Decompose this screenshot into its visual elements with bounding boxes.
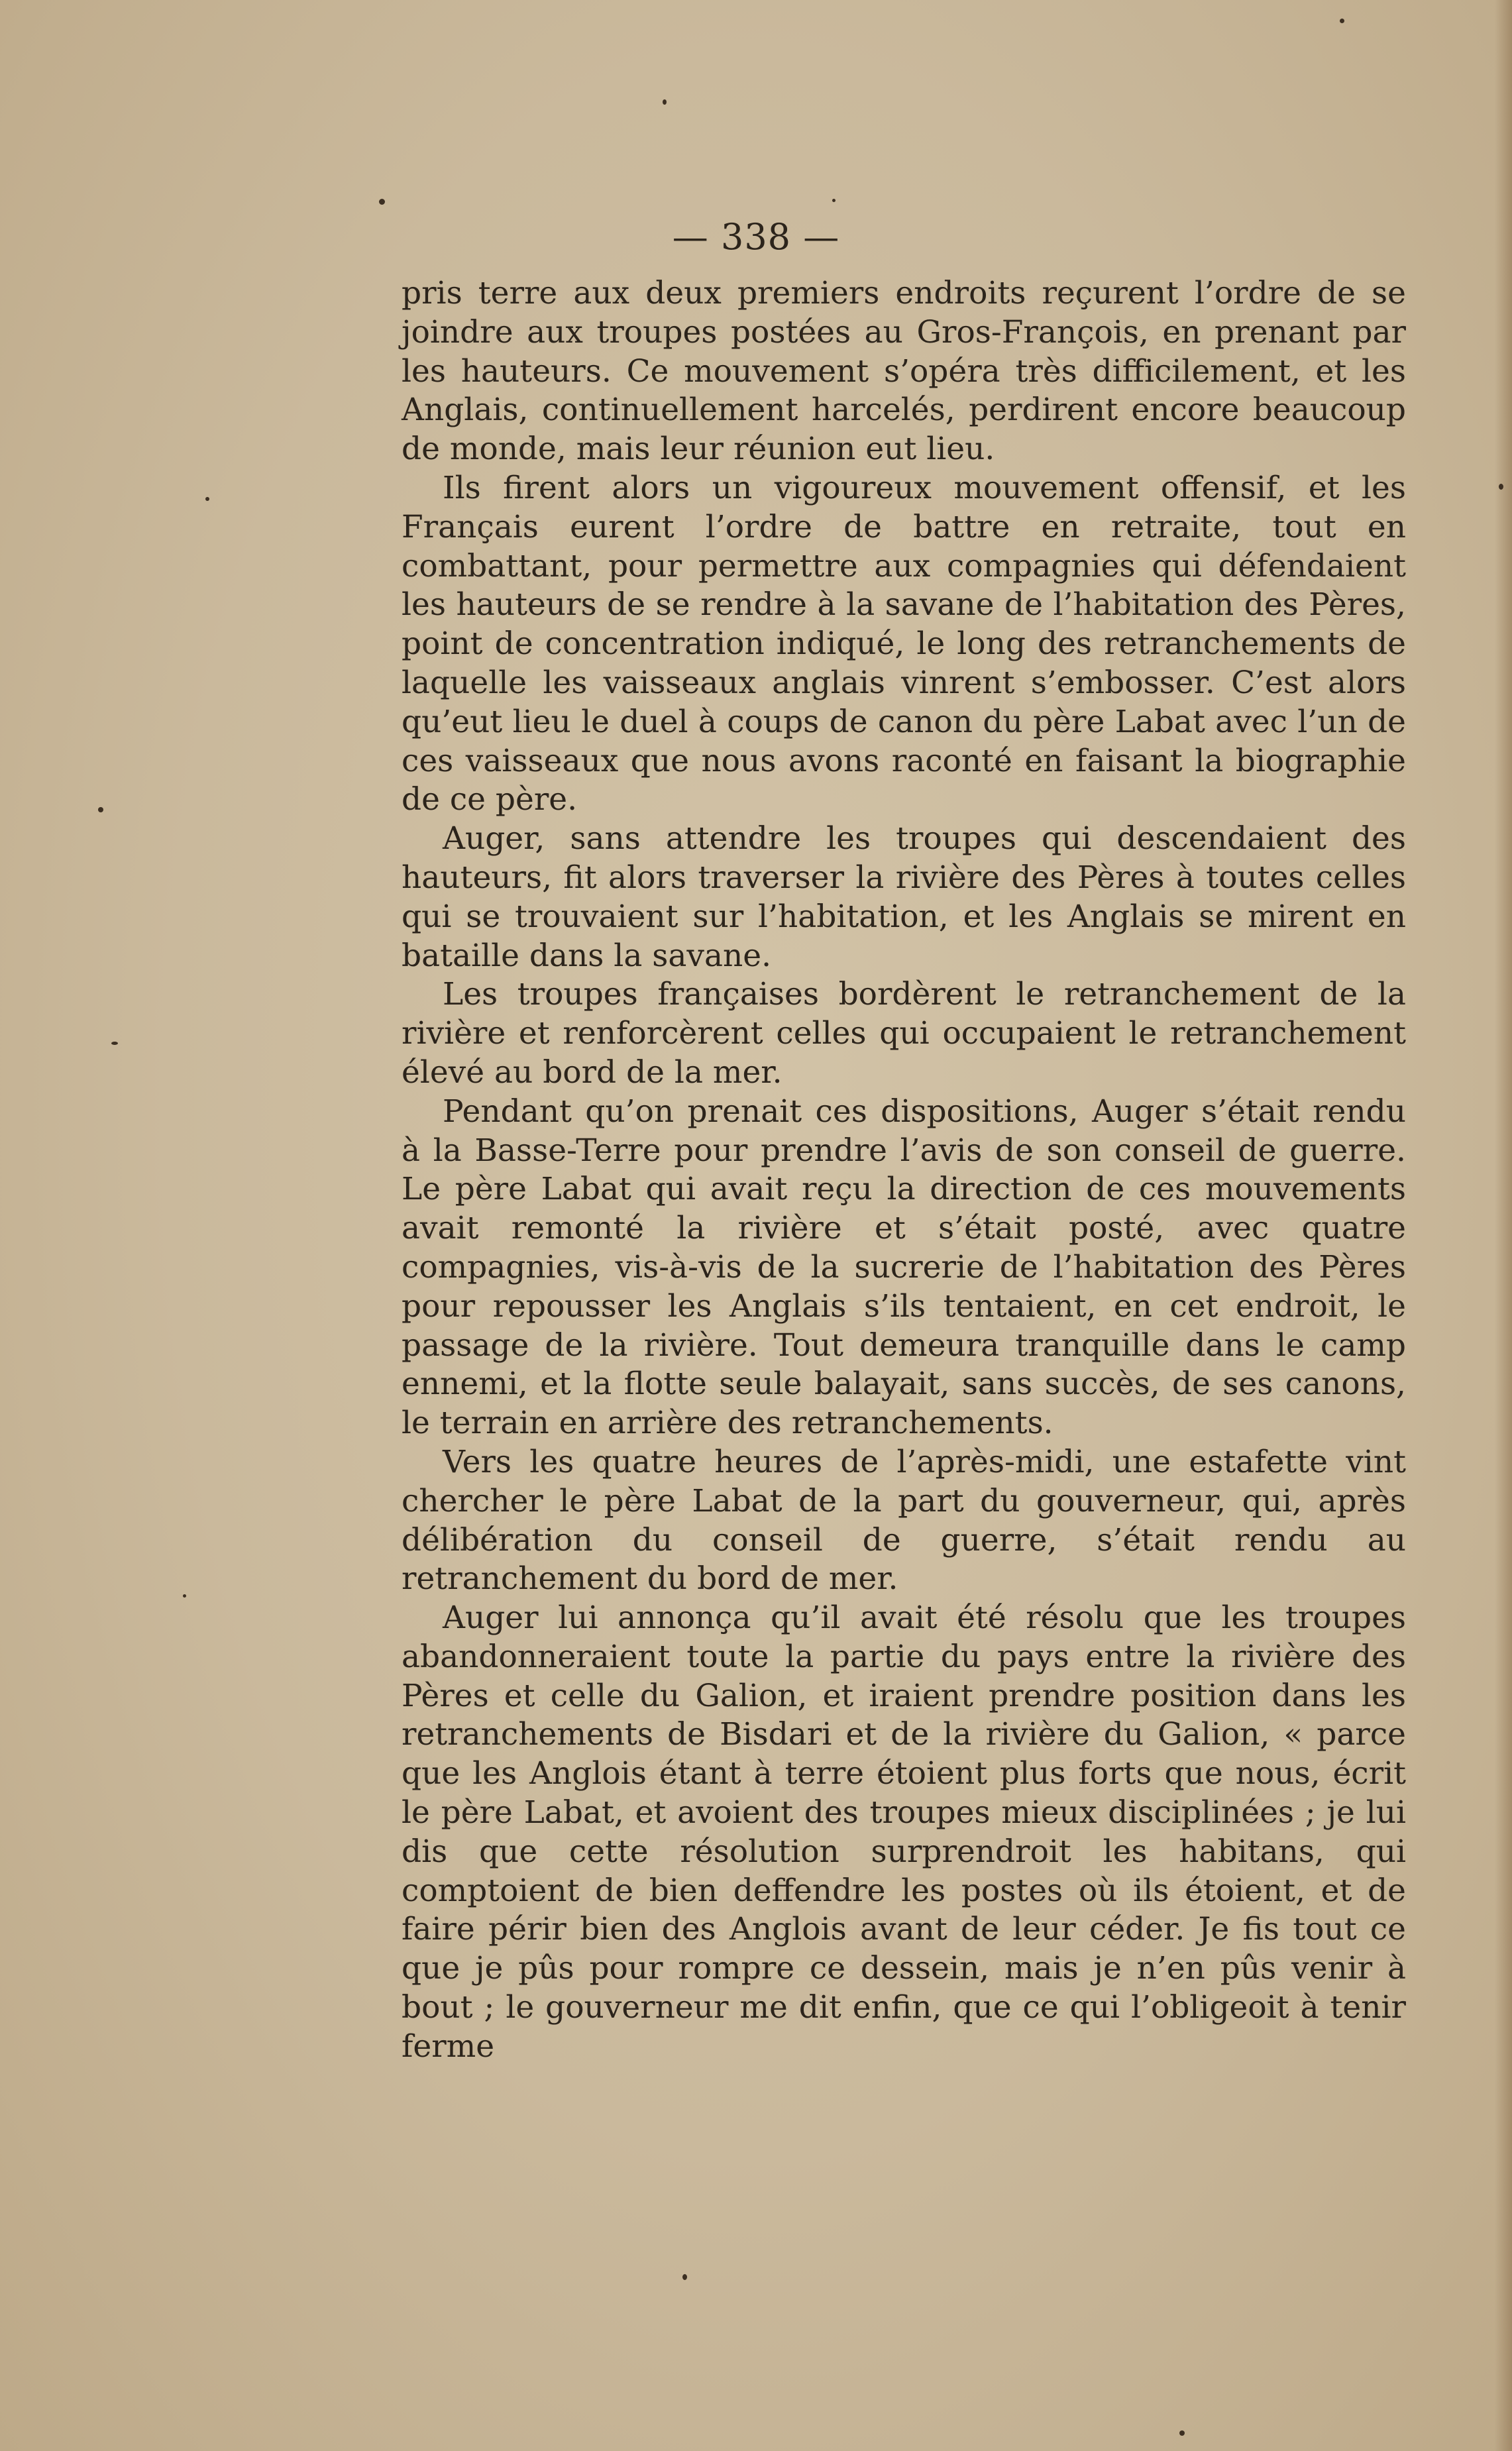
paragraph-6: Vers les quatre heures de l’après-midi, une estafette vint chercher le père Labat de la part du gouverneur, qui, après délibération du conseil de guerre, s’était rendu au retranchement du bord de mer. xyxy=(402,1443,1406,1598)
ink-speck xyxy=(682,2274,687,2280)
ink-speck xyxy=(183,1594,186,1598)
ink-speck xyxy=(663,99,667,105)
page-edge-shadow xyxy=(1495,0,1512,2451)
paragraph-3: Auger, sans attendre les troupes qui descendaient des hauteurs, fit alors traverser la rivière des Pères à toutes celles qui se trouvaient sur l’habitation, et les Anglais se mirent en bataille dans la savane. xyxy=(402,820,1406,974)
paragraph-5: Pendant qu’on prenait ces dispositions, Auger s’était rendu à la Basse-Terre pour prendre l’avis de son conseil de guerre. Le père Labat qui avait reçu la direction de ces mouvements avait remonté la rivière et s’était posté, avec quatre compagnies, vis-à-vis de la sucrerie de l’habitation des Pères pour repousser les Anglais s’ils tentaient, en cet endroit, le passage de la rivière. Tout demeura tranquille dans le camp ennemi, et la flotte seule balayait, sans succès, de ses canons, le terrain en arrière des retranchements. xyxy=(402,1093,1406,1442)
ink-speck xyxy=(205,497,209,501)
paragraph-4: Les troupes françaises bordèrent le retranchement de la rivière et renforcèrent celles qui occupaient le retranchement élevé au bord de la mer. xyxy=(402,976,1406,1091)
paragraph-2: Ils firent alors un vigoureux mouvement offensif, et les Français eurent l’ordre de battre en retraite, tout en combattant, pour permettre aux compagnies qui défendaient les hauteurs de se rendre à la savane de l’habitation des Pères, point de concentration indiqué, le long des retranchements de laquelle les vaisseaux anglais vinrent s’embosser. C’est alors qu’eut lieu le duel à coups de canon du père Labat avec l’un de ces vaisseaux que nous avons raconté en faisant la biographie de ce père. xyxy=(402,469,1406,818)
paragraph-1: pris terre aux deux premiers endroits reçurent l’ordre de se joindre aux troupes postées au Gros-François, en prenant par les hauteurs. Ce mouvement s’opéra très difficilement, et les Anglais, continuellement harcelés, perdirent encore beaucoup de monde, mais leur réunion eut lieu. xyxy=(402,275,1406,468)
ink-speck xyxy=(98,807,103,812)
ink-speck xyxy=(832,199,836,202)
body-text xyxy=(402,274,1406,2067)
ink-speck xyxy=(1499,484,1503,490)
page-number: — 338 — xyxy=(672,216,840,258)
ink-speck xyxy=(379,199,385,205)
paragraph-7: Auger lui annonça qu’il avait été résolu que les troupes abandonneraient toute la partie du pays entre la rivière des Pères et celle du Galion, et iraient prendre position dans les retranchements de Bisdari et de la rivière du Galion, « parce que les Anglois étant à terre étoient plus forts que nous, écrit le père Labat, et avoient des troupes mieux disciplinées ; je lui dis que cette résolution surprendroit les habitans, qui comptoient de bien deffendre les postes où ils étoient, et de faire périr bien des Anglois avant de leur céder. Je fis tout ce que je pûs pour rompre ce dessein, mais je n’en pûs venir à bout ; le gouverneur me dit enfin, que ce qui l’obligeoit à tenir ferme xyxy=(402,1600,1406,2065)
ink-speck xyxy=(111,1042,118,1045)
ink-speck xyxy=(1340,19,1344,23)
ink-speck xyxy=(1179,2430,1185,2436)
